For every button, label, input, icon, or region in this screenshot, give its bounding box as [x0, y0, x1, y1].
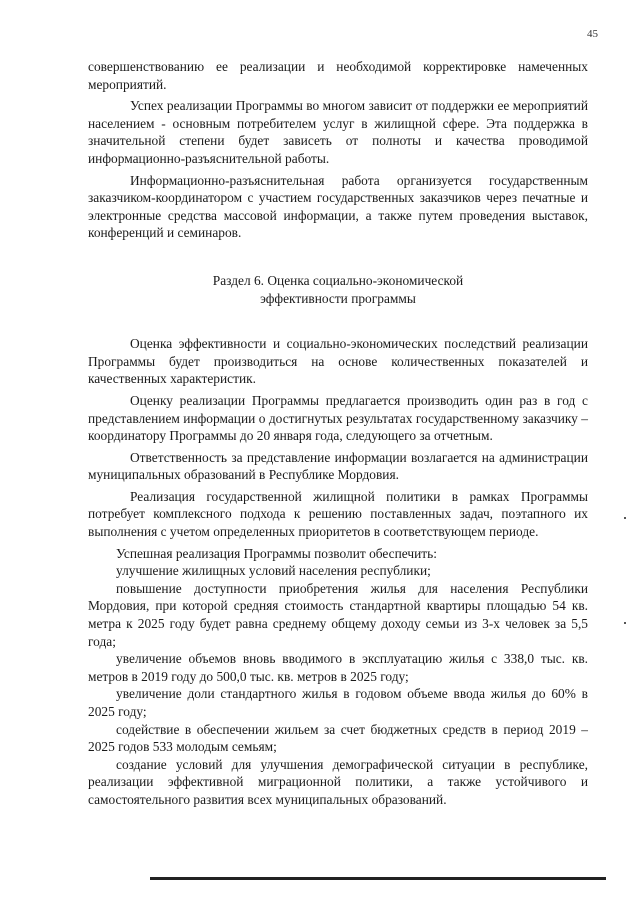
- result-item: увеличение доли стандартного жилья в годовом объеме ввода жилья до 60% в 2025 году;: [88, 686, 588, 719]
- paragraph-evaluation-frequency: Оценку реализации Программы предлагается производить один раз в год с представлением информации о достигнутых результатах государственному заказчику – координатору Программы до 20 января года, следующего за отчетным.: [88, 392, 588, 444]
- page-number: 45: [587, 28, 598, 40]
- paragraph-responsibility: Ответственность за представление информации возлагается на администрации муниципальных образований в Республике Мордовия.: [88, 449, 588, 483]
- paragraph-info-work: Информационно-разъяснительная работа организуется государственным заказчиком-координатором с участием государственных заказчиков через печатные и электронные средства массовой информации, а также путем проведения выставок, конференций и семинаров.: [88, 172, 588, 241]
- result-item: увеличение объемов вновь вводимого в эксплуатацию жилья с 338,0 тыс. кв. метров в 2019 году до 500,0 тыс. кв. метров в 2025 году;: [88, 651, 588, 684]
- paragraph-support: Успех реализации Программы во многом зависит от поддержки ее мероприятий населением - основным потребителем услуг в жилищной сфере. Эта поддержка в значительной степени будет зависеть от полноты и качества проводимой информационно-разъяснительной работы.: [88, 98, 588, 166]
- result-item: создание условий для улучшения демографической ситуации в республике, реализации эффективной миграционной политики, а также устойчивого и самостоятельного развития всех муниципальных образований.: [88, 756, 588, 807]
- paragraph-housing-policy: Реализация государственной жилищной политики в рамках Программы потребует комплексного подхода к решению поставленных задач, поэтапного их выполнения с учетом определенных приоритетов в соответствующем периоде.: [88, 488, 588, 540]
- scan-mark: [624, 517, 626, 519]
- result-item: содействие в обеспечении жильем за счет бюджетных средств в период 2019 – 2025 годов 533 молодым семьям;: [88, 721, 588, 755]
- section-heading-line2: эффективности программы: [260, 290, 416, 306]
- section-heading: [88, 272, 588, 307]
- result-item: улучшение жилищных условий населения республики;: [116, 563, 431, 579]
- paragraph-evaluation: Оценка эффективности и социально-экономических последствий реализации Программы будет производиться на основе количественных показателей и качественных характеристик.: [88, 336, 588, 387]
- scan-mark: [624, 622, 626, 624]
- paragraph-continuation: совершенствованию ее реализации и необходимой корректировке намеченных мероприятий.: [88, 59, 588, 92]
- results-intro: Успешная реализация Программы позволит обеспечить:: [116, 545, 437, 561]
- footer-rule: [150, 877, 606, 880]
- document-body: [88, 58, 588, 809]
- section-heading-line1: Раздел 6. Оценка социально-экономической: [212, 272, 464, 288]
- result-item: повышение доступности приобретения жилья для населения Республики Мордовия, при которой средняя стоимость стандартной квартиры площадью 54 кв. метра к 2025 году будет равна среднему общему доходу семьи из 3-х человек за 5,5 года;: [88, 580, 588, 649]
